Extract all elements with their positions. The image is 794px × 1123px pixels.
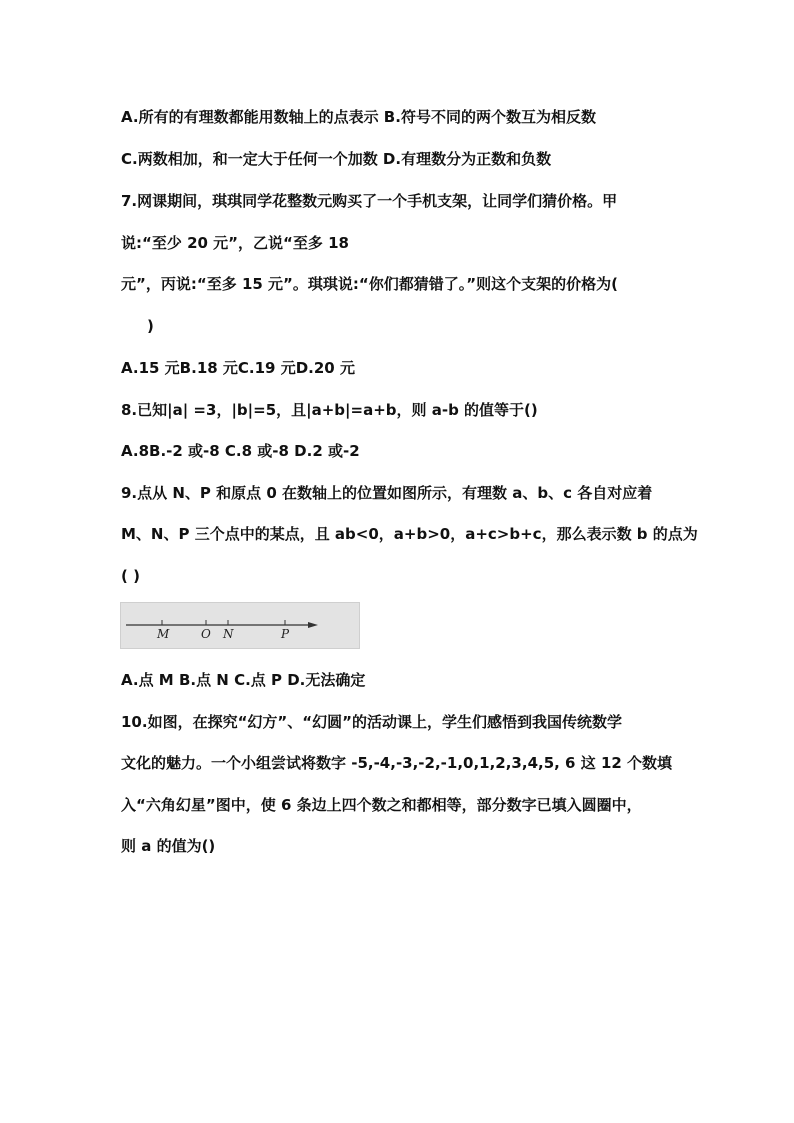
q9-stem-line-2: M、N、P 三个点中的某点，且 ab<0，a+b>0，a+c>b+c，那么表示数 b 的点为	[121, 525, 698, 543]
q7-stem-line-4: )	[147, 317, 154, 335]
q10-stem-line-2: 文化的魅力。一个小组尝试将数字 -5,-4,-3,-2,-1,0,1,2,3,4,5, 6 这 12 个数填	[121, 754, 673, 772]
q7-stem-line-3: 元”，丙说:“至多 15 元”。琪琪说:“你们都猜错了。”则这个支架的价格为(	[121, 275, 618, 293]
q9-stem-line-1: 9.点从 N、P 和原点 0 在数轴上的位置如图所示，有理数 a、b、c 各自对应着	[121, 484, 653, 502]
q6-option-cd: C.两数相加，和一定大于任何一个加数 D.有理数分为正数和负数	[121, 150, 552, 168]
q7-stem-line-1: 7.网课期间，琪琪同学花整数元购买了一个手机支架，让同学们猜价格。甲	[121, 192, 618, 210]
label-o: O	[201, 627, 211, 641]
q10-stem-line-4: 则 a 的值为()	[121, 837, 216, 855]
q9-options: A.点 M B.点 N C.点 P D.无法确定	[121, 671, 366, 689]
label-m: M	[157, 627, 170, 641]
q7-options: A.15 元B.18 元C.19 元D.20 元	[121, 359, 355, 377]
number-line-svg	[121, 603, 359, 648]
number-line-arrow	[308, 622, 318, 628]
q8-stem: 8.已知|a| =3，|b|=5，且|a+b|=a+b，则 a-b 的值等于()	[121, 401, 538, 419]
label-n: N	[223, 627, 234, 641]
label-p: P	[281, 627, 290, 641]
q10-stem-line-3: 入“六角幻星”图中，使 6 条边上四个数之和都相等，部分数字已填入圆圈中，	[121, 796, 642, 814]
q9-stem-line-3: ( )	[121, 567, 140, 585]
number-line-figure	[120, 602, 360, 649]
q7-stem-line-2: 说:“至少 20 元”，乙说“至多 18	[121, 234, 349, 252]
q6-option-ab: A.所有的有理数都能用数轴上的点表示 B.符号不同的两个数互为相反数	[121, 108, 596, 126]
q10-stem-line-1: 10.如图，在探究“幻方”、“幻圆”的活动课上，学生们感悟到我国传统数学	[121, 713, 623, 731]
q8-options: A.8B.-2 或-8 C.8 或-8 D.2 或-2	[121, 442, 360, 460]
